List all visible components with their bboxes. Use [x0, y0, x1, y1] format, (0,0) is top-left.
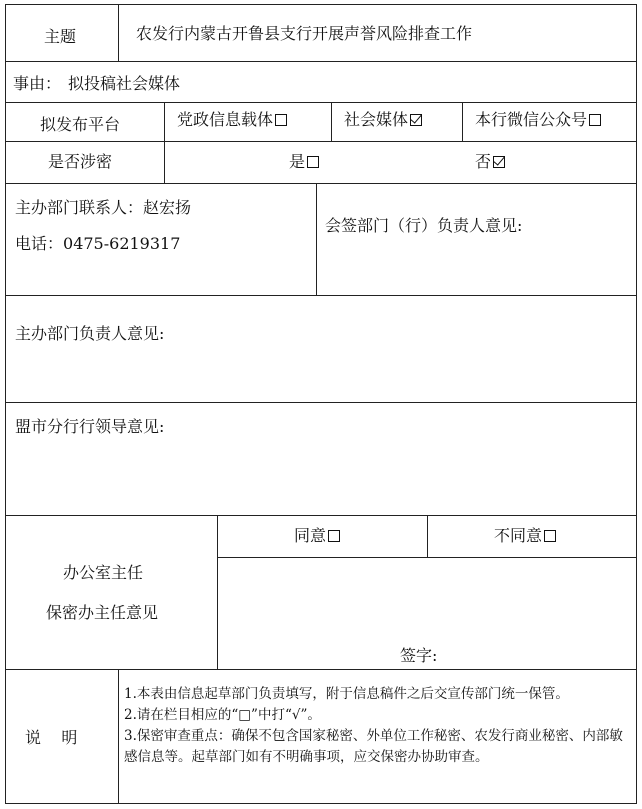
subject-label-cell [5, 4, 119, 62]
note-item-2: 2.请在栏目相应的“□”中打“√”。 [124, 707, 321, 723]
host-opinion-cell [5, 295, 637, 403]
secret-label-cell [5, 141, 165, 184]
agree-cell [217, 515, 428, 558]
platform-option-party [164, 102, 332, 142]
wechat-checkbox[interactable] [589, 114, 601, 126]
platform-option-party-label: 党政信息载体 [177, 110, 274, 129]
countersign-cell [316, 183, 637, 296]
note-item-1: 1.本表由信息起草部门负责填写，附于信息稿件之后交宣传部门统一保管。 [124, 686, 569, 702]
notes-list [124, 684, 634, 768]
platform-option-social-label: 社会媒体 [344, 110, 409, 129]
subject-value-cell [118, 4, 637, 62]
secret-yes-checkbox[interactable] [307, 156, 319, 168]
signature-cell [217, 557, 637, 670]
subject-label: 主题 [44, 27, 77, 46]
platform-label-cell [5, 102, 165, 142]
platform-option-wechat [462, 102, 637, 142]
league-opinion-cell [5, 402, 637, 516]
matter-label: 事由： [13, 74, 62, 93]
signature-label: 签字: [400, 646, 438, 665]
phone-label: 电话： [15, 234, 64, 253]
matter-value: 拟投稿社会媒体 [68, 74, 181, 93]
secret-yes-label: 是 [289, 152, 306, 171]
secret-no-checkbox[interactable] [493, 156, 505, 168]
office-line1: 办公室主任 [63, 563, 144, 582]
note-item-3: 3.保密审查重点：确保不包含国家秘密、外单位工作秘密、农发行商业秘密、内部敏感信息等。起草部门如有不明确事项，应交保密办协助审查。 [124, 728, 623, 765]
platform-label: 拟发布平台 [40, 115, 121, 134]
office-line2: 保密办主任意见 [46, 603, 159, 622]
league-opinion-label: 盟市分行行领导意见: [15, 417, 165, 436]
disagree-checkbox[interactable] [544, 530, 556, 542]
secret-options-cell [164, 141, 637, 184]
host-opinion-label: 主办部门负责人意见: [15, 324, 165, 343]
contact-name: 赵宏扬 [143, 198, 192, 217]
notes-label-cell [5, 669, 119, 804]
countersign-label: 会签部门（行）负责人意见: [325, 216, 523, 235]
secret-no-label: 否 [475, 152, 492, 171]
disagree-label: 不同意 [494, 526, 543, 545]
contact-label: 主办部门联系人： [15, 198, 144, 217]
social-media-checkbox[interactable] [410, 114, 422, 126]
agree-label: 同意 [294, 526, 327, 545]
phone-number: 0475-6219317 [63, 234, 181, 253]
platform-option-wechat-label: 本行微信公众号 [475, 110, 588, 129]
contact-cell [5, 183, 317, 296]
subject-value: 农发行内蒙古开鲁县支行开展声誉风险排查工作 [136, 24, 473, 43]
notes-label: 说 明 [25, 728, 78, 747]
platform-option-social [331, 102, 463, 142]
secret-label: 是否涉密 [48, 152, 113, 171]
party-media-checkbox[interactable] [275, 114, 287, 126]
matter-cell [5, 61, 637, 103]
agree-checkbox[interactable] [328, 530, 340, 542]
disagree-cell [427, 515, 637, 558]
office-label-cell [5, 515, 218, 670]
